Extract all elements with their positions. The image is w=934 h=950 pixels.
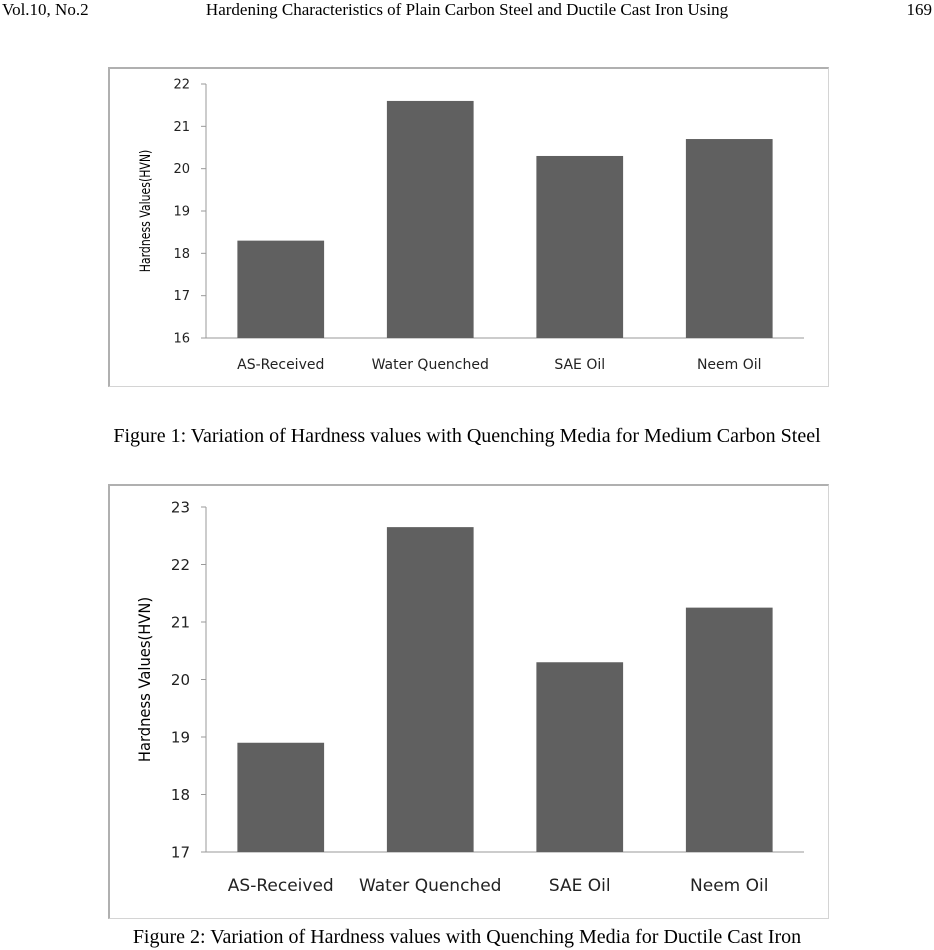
y-tick-label: 20 bbox=[173, 162, 190, 178]
bar-neem-oil bbox=[686, 608, 773, 852]
y-tick-label: 18 bbox=[173, 246, 190, 262]
bar-as-received bbox=[237, 743, 324, 852]
y-tick-label: 19 bbox=[170, 728, 190, 747]
y-tick-label: 17 bbox=[170, 843, 190, 862]
bar-neem-oil bbox=[686, 139, 773, 338]
x-category-label: SAE Oil bbox=[554, 357, 606, 373]
figure-1-svg bbox=[110, 69, 828, 386]
figure-2-chart bbox=[108, 484, 829, 919]
x-category-label: SAE Oil bbox=[548, 876, 611, 896]
y-axis-label: Hardness Values(HVN) bbox=[136, 149, 154, 273]
x-category-label: Neem Oil bbox=[696, 357, 762, 373]
x-category-label: Water Quenched bbox=[371, 357, 489, 373]
y-tick-label: 21 bbox=[170, 613, 190, 632]
figure-2-caption: Figure 2: Variation of Hardness values with Quenching Media for Ductile Cast Iron bbox=[132, 926, 802, 948]
y-tick-label: 21 bbox=[173, 119, 190, 135]
y-tick-label: 16 bbox=[173, 331, 190, 347]
x-category-label: Water Quenched bbox=[359, 876, 502, 896]
bar-sae-oil bbox=[536, 662, 623, 852]
y-tick-label: 20 bbox=[170, 670, 190, 689]
bar-sae-oil bbox=[536, 156, 623, 338]
figure-1-chart bbox=[108, 67, 829, 387]
y-tick-label: 18 bbox=[170, 785, 190, 804]
x-category-label: Neem Oil bbox=[690, 876, 769, 896]
y-tick-label: 17 bbox=[173, 289, 190, 305]
x-category-label: AS-Received bbox=[227, 876, 334, 896]
y-tick-label: 19 bbox=[173, 204, 190, 220]
running-header bbox=[0, 0, 934, 24]
y-axis-label: Hardness Values(HVN) bbox=[135, 596, 155, 763]
figure-1-caption: Figure 1: Variation of Hardness values with Quenching Media for Medium Carbon Steel bbox=[113, 425, 821, 447]
page-number: 169 bbox=[906, 0, 932, 19]
y-tick-label: 22 bbox=[170, 555, 190, 574]
figure-2-svg bbox=[110, 486, 828, 918]
bar-as-received bbox=[237, 241, 324, 338]
x-category-label: AS-Received bbox=[237, 357, 325, 373]
bar-water-quenched bbox=[387, 527, 474, 852]
y-tick-label: 23 bbox=[170, 498, 190, 517]
y-tick-label: 22 bbox=[173, 77, 190, 93]
journal-volume: Vol.10, No.2 bbox=[2, 0, 89, 19]
bar-water-quenched bbox=[387, 101, 474, 338]
running-title: Hardening Characteristics of Plain Carbon Steel and Ductile Cast Iron Using bbox=[205, 0, 729, 19]
